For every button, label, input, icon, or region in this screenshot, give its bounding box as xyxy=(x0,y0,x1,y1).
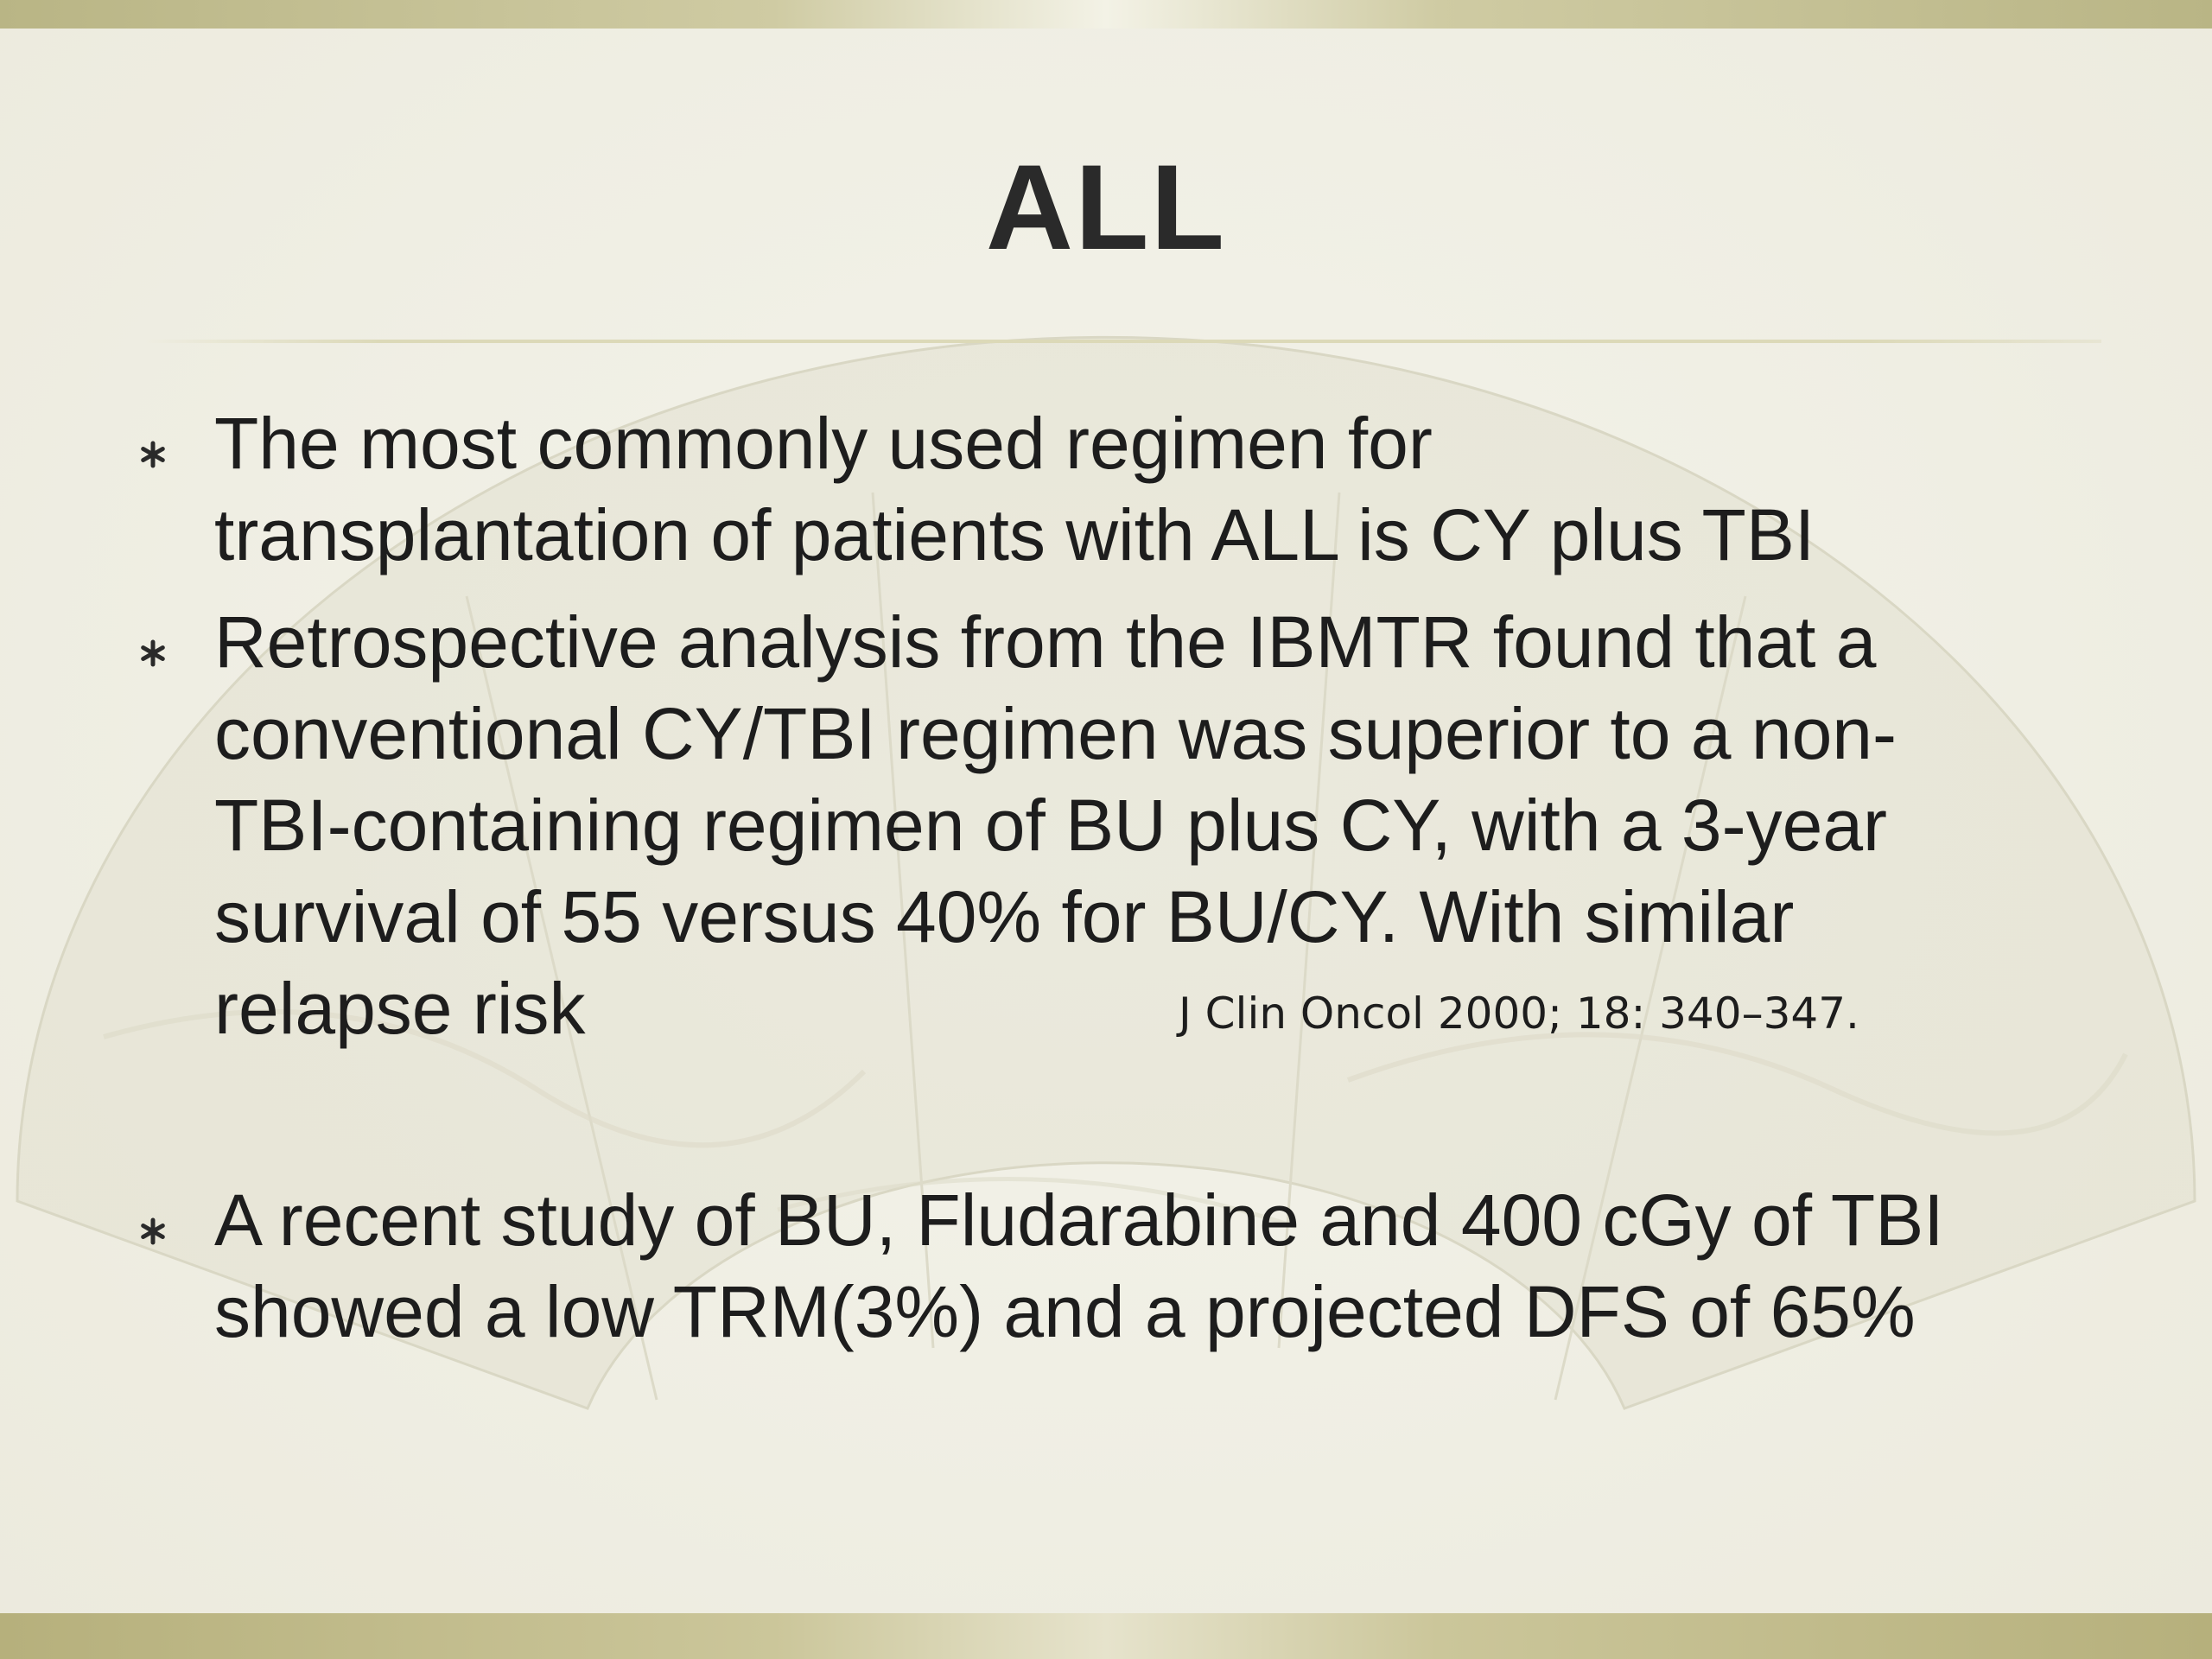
bullet-item-1 xyxy=(214,397,2150,581)
bullet-line: conventional CY/TBI regimen was superior to a non- xyxy=(214,693,1897,774)
bullet-line: The most commonly used regimen for xyxy=(214,403,1433,484)
bullet-line: A recent study of BU, Fludarabine and 400 cGy of TBI xyxy=(214,1179,1944,1261)
bullet-line: survival of 55 versus 40% for BU/CY. With similar xyxy=(214,876,1795,957)
asterisk-bullet-icon xyxy=(138,639,168,668)
slide-title: ALL xyxy=(985,139,1227,275)
bullet-line: showed a low TRM(3%) and a projected DFS of 65% xyxy=(214,1271,1916,1352)
bullet-item-3 xyxy=(214,1174,2150,1357)
bottom-decorative-band xyxy=(0,1613,2212,1659)
asterisk-bullet-icon xyxy=(138,1217,168,1246)
bullet-line: Retrospective analysis from the IBMTR found that a xyxy=(214,601,1877,683)
bullet-line: transplantation of patients with ALL is CY plus TBI xyxy=(214,494,1815,575)
bullet-line: TBI-containing regimen of BU plus CY, with a 3-year xyxy=(214,785,1888,866)
asterisk-bullet-icon xyxy=(138,440,168,469)
title-divider xyxy=(145,340,2101,343)
bullet-item-2 xyxy=(214,596,2150,1054)
citation-reference: J Clin Oncol 2000; 18: 340–347. xyxy=(1179,988,1859,1039)
bullet-line: relapse risk xyxy=(214,968,586,1049)
